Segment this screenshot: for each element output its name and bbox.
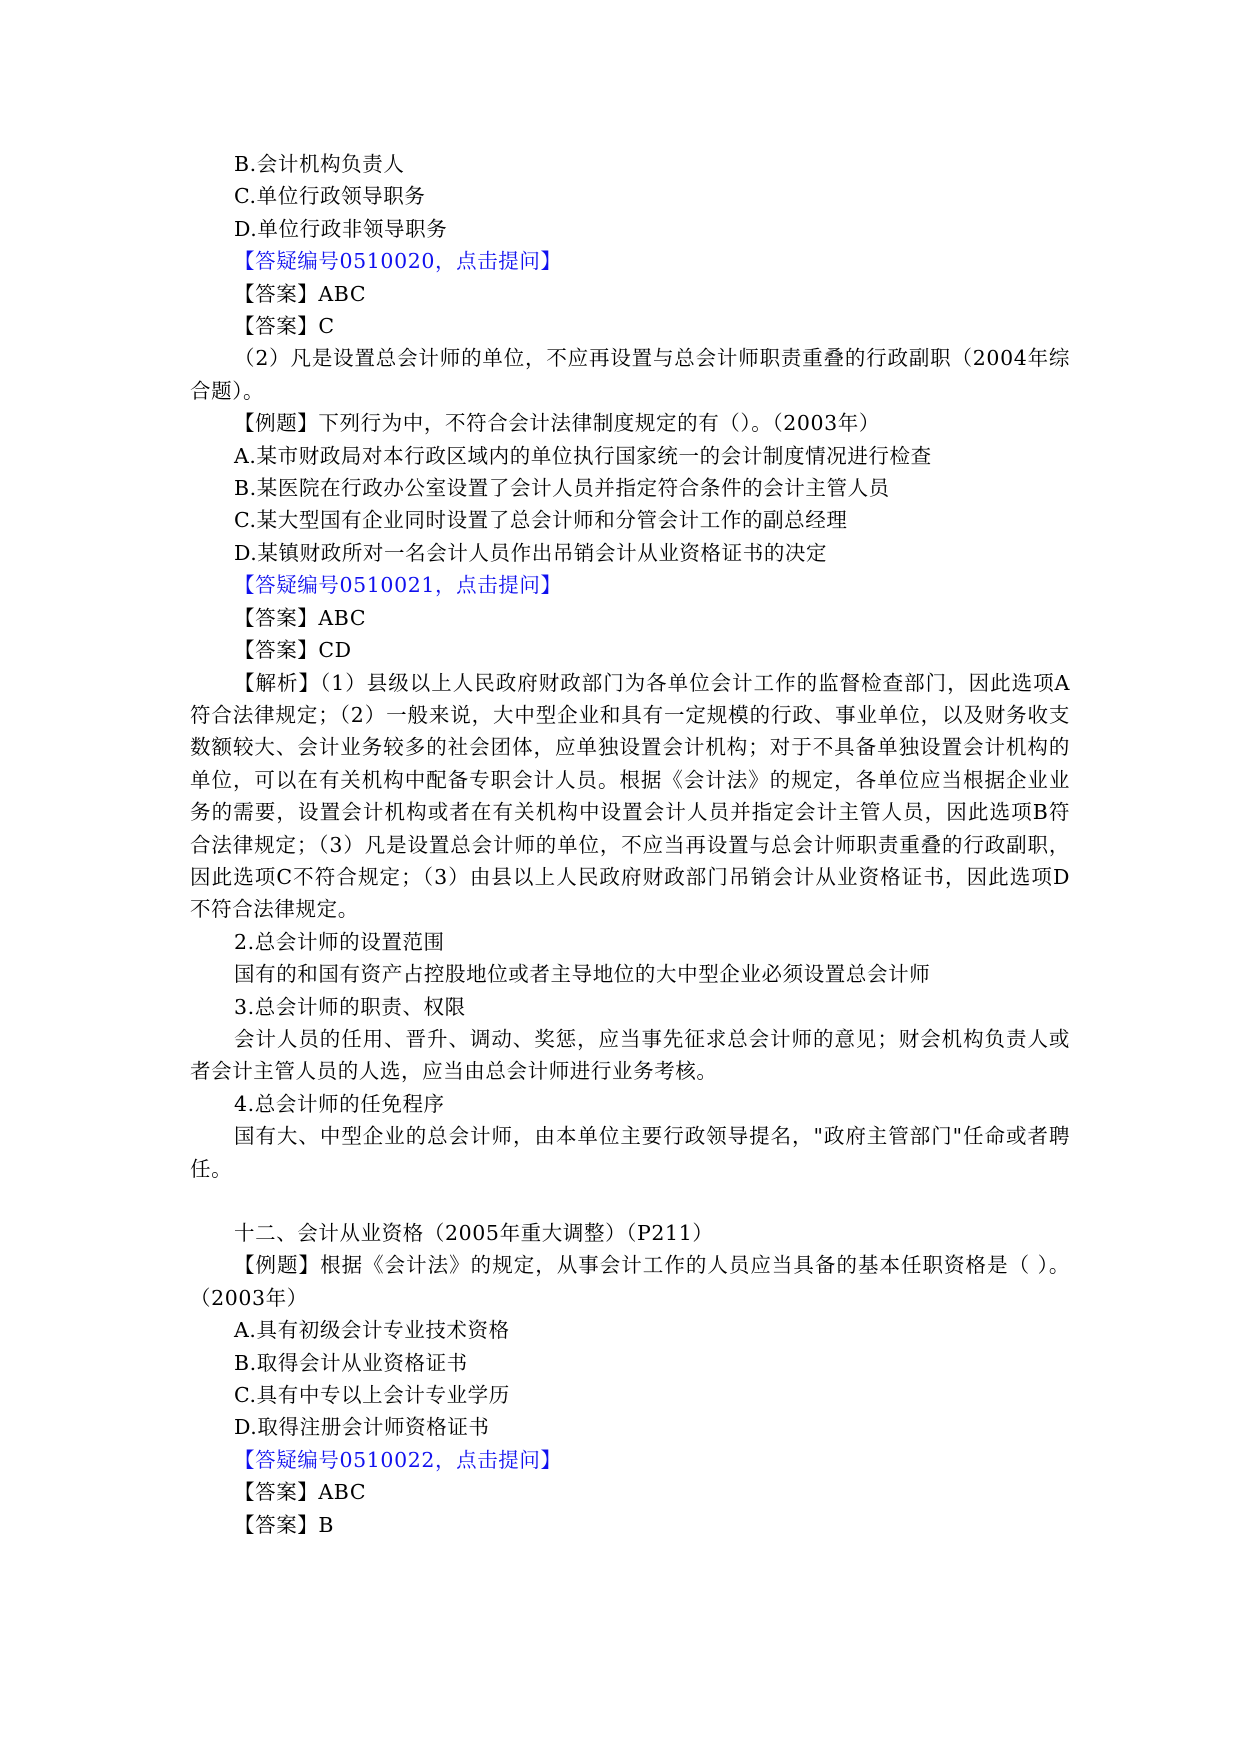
spacer bbox=[190, 1185, 1070, 1217]
note-paragraph: （2）凡是设置总会计师的单位，不应再设置与总会计师职责重叠的行政副职（2004年综合题）。 bbox=[190, 346, 1070, 403]
document-body bbox=[190, 148, 1070, 1541]
answer-line: 【答案】B bbox=[234, 1512, 335, 1537]
example-question: 【例题】根据《会计法》的规定，从事会计工作的人员应当具备的基本任职资格是（ ）。（2003年） bbox=[190, 1253, 1070, 1310]
section-heading: 2.总会计师的设置范围 bbox=[234, 929, 445, 954]
option-c: C.具有中专以上会计专业学历 bbox=[234, 1383, 510, 1408]
query-link-row bbox=[190, 245, 1070, 277]
answer-line: 【答案】CD bbox=[234, 638, 352, 663]
option-d: D.某镇财政所对一名会计人员作出吊销会计从业资格证书的决定 bbox=[234, 540, 828, 565]
option-c: C.单位行政领导职务 bbox=[234, 184, 426, 209]
chapter-heading: 十二、会计从业资格（2005年重大调整）（P211） bbox=[234, 1221, 714, 1245]
query-link-0510020[interactable]: 【答疑编号0510020，点击提问】 bbox=[234, 249, 562, 274]
section-text: 会计人员的任用、晋升、调动、奖惩，应当事先征求总会计师的意见；财会机构负责人或者会计主管人员的人选，应当由总会计师进行业务考核。 bbox=[190, 1026, 1070, 1084]
section-text: 国有大、中型企业的总会计师，由本单位主要行政领导提名，"政府主管部门"任命或者聘任。 bbox=[190, 1124, 1070, 1181]
query-link-row bbox=[190, 569, 1070, 601]
answer-line: 【答案】ABC bbox=[234, 605, 367, 630]
option-b: B.会计机构负责人 bbox=[234, 152, 405, 176]
answer-line: 【答案】ABC bbox=[234, 1480, 367, 1505]
section-heading: 4.总会计师的任免程序 bbox=[234, 1091, 445, 1116]
option-d: D.取得注册会计师资格证书 bbox=[234, 1415, 490, 1440]
option-b: B.某医院在行政办公室设置了会计人员并指定符合条件的会计主管人员 bbox=[234, 476, 890, 501]
query-link-row bbox=[190, 1444, 1070, 1476]
option-d: D.单位行政非领导职务 bbox=[234, 216, 448, 241]
analysis-paragraph: 【解析】（1）县级以上人民政府财政部门为各单位会计工作的监督检查部门，因此选项A符合法律规定；（2）一般来说，大中型企业和具有一定规模的行政、事业单位，以及财务收支数额较大、会计业务较多的社会团体，应单独设置会计机构；对于不具备单独设置会计机构的单位，可以在有关机构中配备专职会计人员。根据《会计法》的规定，各单位应当根据企业业务的需要，设置会计机构或者在有关机构中设置会计人员并指定会计主管人员，因此选项B符合法律规定；（3）凡是设置总会计师的单位，不应当再设置与总会计师职责重叠的行政副职，因此选项C不符合规定；（3）由县以上人民政府财政部门吊销会计从业资格证书，因此选项D不符合法律规定。 bbox=[190, 670, 1070, 922]
query-link-0510021[interactable]: 【答疑编号0510021，点击提问】 bbox=[234, 573, 562, 598]
option-c: C.某大型国有企业同时设置了总会计师和分管会计工作的副总经理 bbox=[234, 508, 848, 533]
query-link-0510022[interactable]: 【答疑编号0510022，点击提问】 bbox=[234, 1447, 562, 1472]
section-heading: 3.总会计师的职责、权限 bbox=[234, 994, 466, 1019]
answer-line: 【答案】C bbox=[234, 314, 335, 339]
example-question: 【例题】下列行为中，不符合会计法律制度规定的有（）。（2003年） bbox=[234, 411, 880, 436]
option-b: B.取得会计从业资格证书 bbox=[234, 1350, 468, 1375]
option-a: A.某市财政局对本行政区域内的单位执行国家统一的会计制度情况进行检查 bbox=[234, 443, 932, 468]
answer-line: 【答案】ABC bbox=[234, 281, 367, 306]
section-text: 国有的和国有资产占控股地位或者主导地位的大中型企业必须设置总会计师 bbox=[234, 962, 931, 987]
option-a: A.具有初级会计专业技术资格 bbox=[234, 1318, 510, 1343]
